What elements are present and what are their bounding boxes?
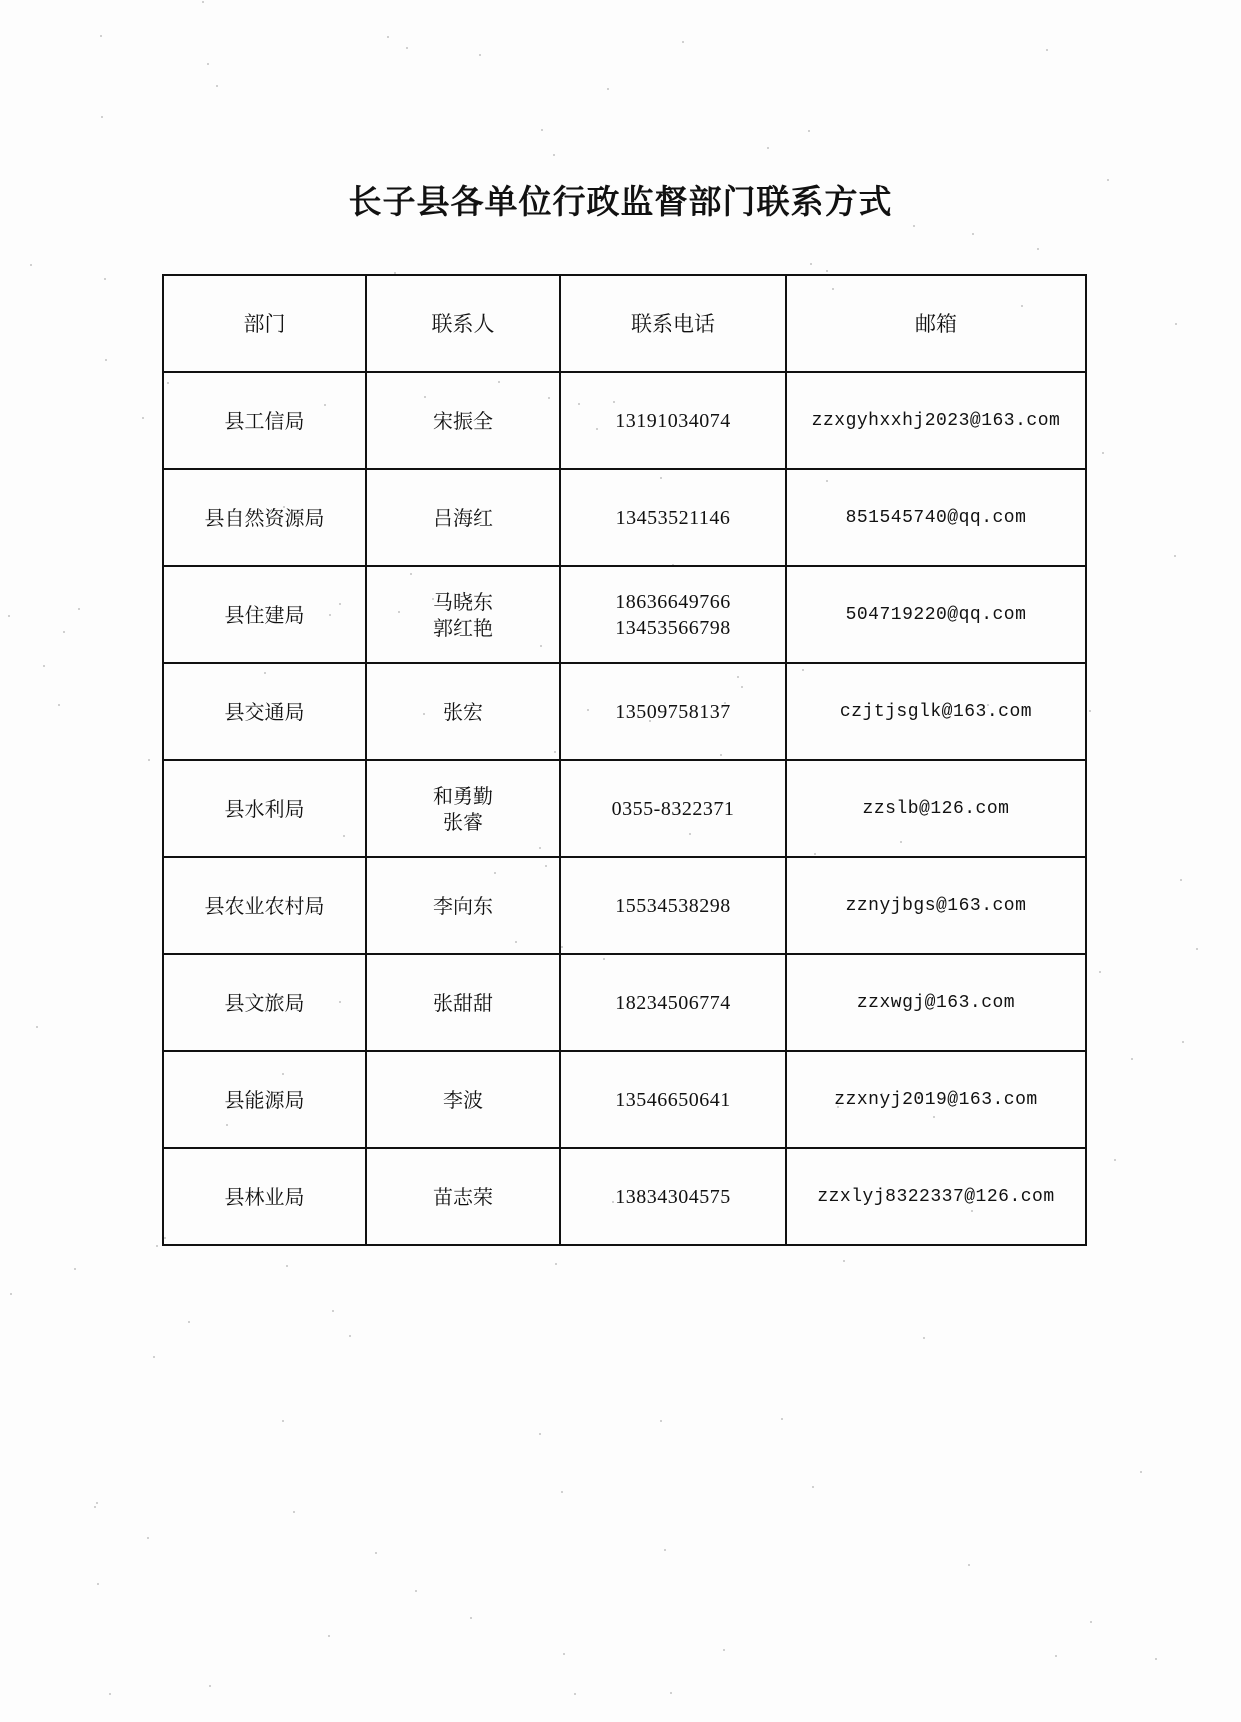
cell-email [786,954,1086,1051]
scan-speck [63,631,65,633]
table-row [163,469,1086,566]
email-address: 504719220@qq.com [845,605,1027,625]
scan-speck [375,1552,377,1554]
cell-email [786,1051,1086,1148]
scan-speck [1099,971,1101,973]
scan-speck [1131,1058,1133,1060]
contact-name: 苗志荣 [433,1184,493,1209]
cell-email [786,566,1086,663]
scan-speck [147,1537,149,1539]
scan-speck [415,1590,417,1592]
scan-speck [282,1420,284,1422]
scan-speck [1090,1621,1092,1623]
cell-email [786,372,1086,469]
email-address: zzslb@126.com [862,799,1010,819]
scan-speck [808,130,810,132]
scan-speck [1140,1471,1142,1473]
cell-contact-person [366,469,560,566]
scan-speck [97,1583,99,1585]
email-address: czjtjsglk@163.com [839,702,1033,722]
table-row [163,566,1086,663]
cell-email [786,760,1086,857]
scan-speck [1046,49,1048,51]
header-department: 部门 [163,275,366,372]
scan-speck [43,665,45,667]
cell-phone [560,372,786,469]
scan-speck [767,147,769,149]
cell-phone [560,566,786,663]
scan-speck [286,1265,288,1267]
scan-speck [1180,879,1182,881]
scan-speck [1055,1655,1057,1657]
contact-name: 宋振全 [433,408,493,433]
contact-name: 张宏 [443,699,483,724]
scan-speck [541,129,543,131]
scan-speck [349,1335,351,1337]
scan-speck [1175,323,1177,325]
scan-speck [74,1268,76,1270]
scan-speck [209,1685,211,1687]
contact-name: 郭红艳 [433,615,493,640]
scan-speck [188,1321,190,1323]
scan-speck [153,1356,155,1358]
table-body [163,372,1086,1245]
cell-contact-person [366,954,560,1051]
scan-speck [36,1026,38,1028]
scan-speck [923,1337,925,1339]
cell-department: 县农业农村局 [163,857,366,954]
scan-speck [660,1420,662,1422]
scan-speck [812,1486,814,1488]
header-email: 邮箱 [786,275,1086,372]
scan-speck [810,263,812,265]
cell-phone [560,1051,786,1148]
contact-table [162,274,1087,1246]
phone-number: 13509758137 [615,700,731,723]
scan-speck [105,359,107,361]
scan-speck [1089,710,1091,712]
scan-speck [30,264,32,266]
table-row [163,760,1086,857]
cell-department: 县林业局 [163,1148,366,1245]
cell-department: 县能源局 [163,1051,366,1148]
cell-contact-person [366,1148,560,1245]
scan-speck [563,1653,565,1655]
cell-phone [560,760,786,857]
scan-speck [574,1693,576,1695]
email-address: zzxgyhxxhj2023@163.com [811,411,1061,431]
phone-number: 13546650641 [615,1088,731,1111]
scan-speck [539,1433,541,1435]
scan-speck [100,35,102,37]
cell-contact-person [366,857,560,954]
scan-speck [723,1649,725,1651]
contact-name: 和勇勤 [433,783,493,808]
phone-number: 0355-8322371 [611,797,735,820]
phone-number: 18234506774 [615,991,731,1014]
phone-number: 18636649766 [615,590,731,613]
scan-speck [607,88,609,90]
scan-speck [479,54,481,56]
scan-speck [78,608,80,610]
phone-number: 13834304575 [615,1185,731,1208]
scan-speck [293,1511,295,1513]
scan-speck [156,1245,158,1247]
contact-name: 李向东 [433,893,493,918]
scan-speck [561,1491,563,1493]
contact-name: 张甜甜 [433,990,493,1015]
cell-email [786,663,1086,760]
scan-speck [553,154,555,156]
email-address: zznyjbgs@163.com [845,896,1027,916]
contact-name: 张睿 [443,809,483,834]
scan-speck [142,417,144,419]
header-phone: 联系电话 [560,275,786,372]
scan-speck [58,704,60,706]
scan-speck [1155,1658,1157,1660]
scan-speck [968,1564,970,1566]
table-row [163,1051,1086,1148]
scan-speck [1174,555,1176,557]
scan-speck [387,36,389,38]
email-address: 851545740@qq.com [845,508,1027,528]
phone-number: 13191034074 [615,409,731,432]
scan-speck [670,1692,672,1694]
scan-speck [913,225,915,227]
cell-phone [560,663,786,760]
cell-phone [560,857,786,954]
cell-contact-person [366,760,560,857]
email-address: zzxwgj@163.com [856,993,1016,1013]
scan-speck [109,1693,111,1695]
scan-speck [332,1310,334,1312]
cell-contact-person [366,566,560,663]
table-header-row [163,275,1086,372]
table-row [163,372,1086,469]
contact-name: 马晓东 [433,589,493,614]
scan-speck [826,270,828,272]
email-address: zzxlyj8322337@126.com [817,1187,1055,1207]
cell-contact-person [366,372,560,469]
scan-speck [96,1502,98,1504]
cell-phone [560,954,786,1051]
scan-speck [1037,248,1039,250]
phone-number: 13453566798 [615,616,731,639]
scan-speck [555,1263,557,1265]
table-row [163,663,1086,760]
phone-number: 15534538298 [615,894,731,917]
cell-department: 县工信局 [163,372,366,469]
cell-department: 县交通局 [163,663,366,760]
scan-speck [328,1635,330,1637]
scan-speck [8,615,10,617]
cell-email [786,469,1086,566]
scan-speck [664,1549,666,1551]
cell-department: 县水利局 [163,760,366,857]
scan-speck [101,116,103,118]
page-title: 长子县各单位行政监督部门联系方式 [348,182,893,221]
scan-speck [1196,948,1198,950]
scan-speck [202,1,204,3]
scan-speck [148,759,150,761]
cell-contact-person [366,663,560,760]
cell-email [786,1148,1086,1245]
scan-speck [104,278,106,280]
cell-phone [560,1148,786,1245]
cell-email [786,857,1086,954]
cell-department: 县自然资源局 [163,469,366,566]
scan-speck [972,233,974,235]
cell-phone [560,469,786,566]
cell-department: 县住建局 [163,566,366,663]
table-row [163,1148,1086,1245]
scan-speck [1182,1041,1184,1043]
scan-speck [781,1418,783,1420]
contact-name: 吕海红 [433,505,493,530]
header-contact-person: 联系人 [366,275,560,372]
scan-speck [682,41,684,43]
scan-speck [207,63,209,65]
scan-speck [843,1260,845,1262]
scan-speck [216,85,218,87]
scan-speck [94,1506,96,1508]
cell-contact-person [366,1051,560,1148]
cell-department: 县文旅局 [163,954,366,1051]
table-row [163,954,1086,1051]
email-address: zzxnyj2019@163.com [834,1090,1038,1110]
table-row [163,857,1086,954]
scan-speck [406,47,408,49]
scan-speck [1114,1159,1116,1161]
scan-speck [1102,452,1104,454]
scan-speck [470,1617,472,1619]
phone-number: 13453521146 [615,506,731,529]
contact-name: 李波 [443,1087,483,1112]
scan-speck [10,1293,12,1295]
